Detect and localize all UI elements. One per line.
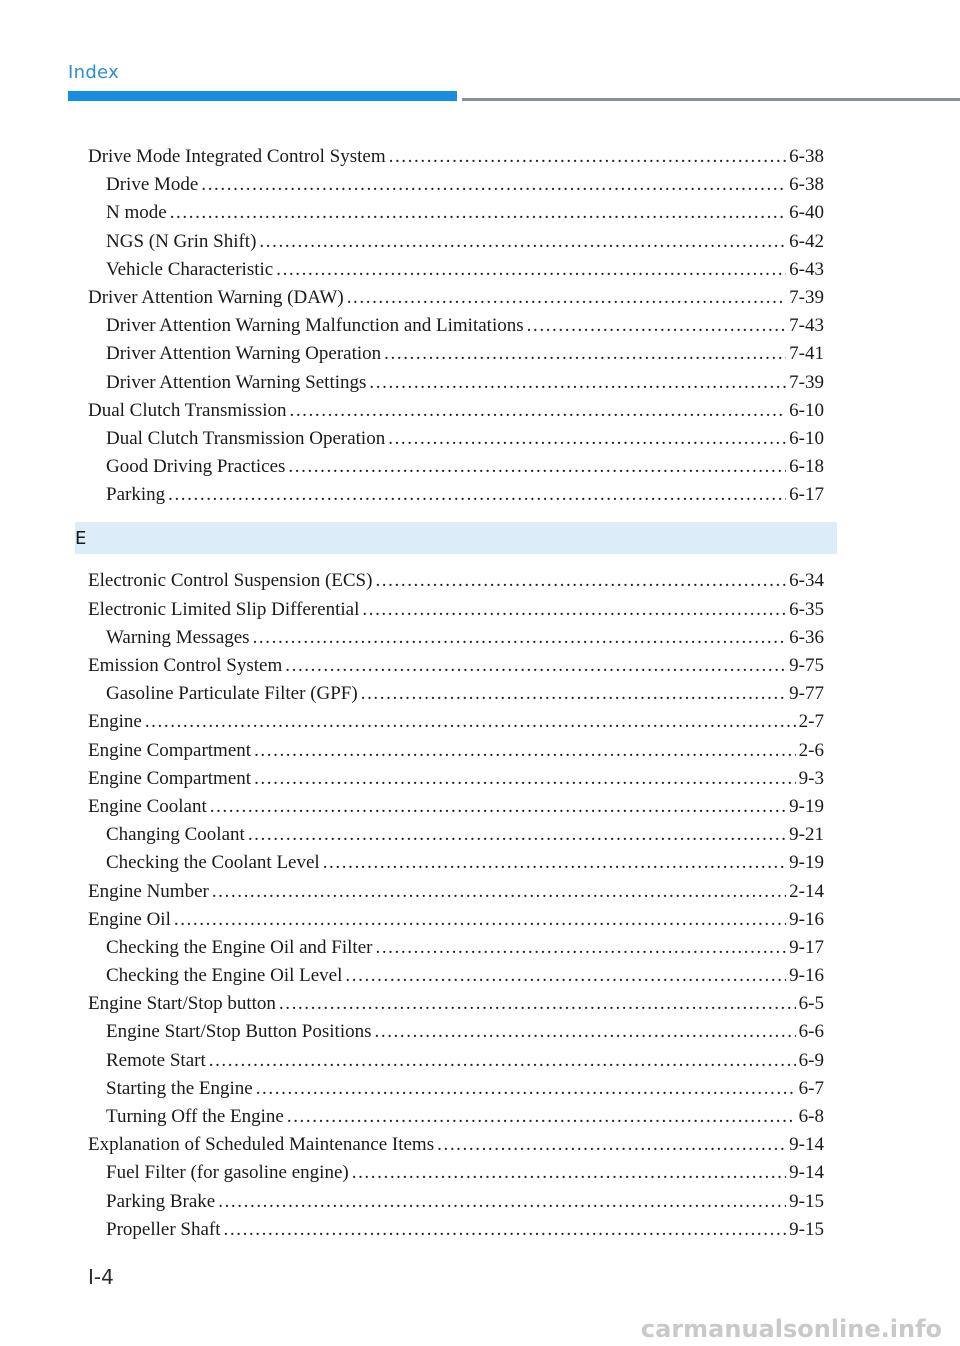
dot-leader	[345, 962, 786, 990]
dot-leader	[224, 1216, 787, 1244]
dot-leader	[352, 1159, 786, 1187]
entry-page-ref: 9-15	[789, 1190, 824, 1212]
entry-label: NGS (N Grin Shift)	[106, 230, 257, 252]
entry-page-ref: 2-7	[798, 711, 824, 733]
index-subentry[interactable]	[88, 340, 824, 368]
dot-leader	[201, 171, 786, 199]
entry-page-ref: 9-19	[789, 795, 824, 817]
entry-page-ref: 9-3	[798, 767, 824, 789]
index-subentry[interactable]	[88, 312, 824, 340]
entry-label: Dual Clutch Transmission	[88, 399, 287, 421]
dot-leader	[375, 1018, 796, 1046]
watermark: carmanualsonline.info	[640, 1315, 942, 1343]
entry-page-ref: 6-17	[789, 484, 824, 506]
entry-label: Engine Compartment	[88, 767, 252, 789]
index-subentry[interactable]	[88, 821, 824, 849]
index-subentry[interactable]	[88, 481, 824, 509]
entry-label: Explanation of Scheduled Maintenance Items	[88, 1134, 435, 1156]
index-entry[interactable]	[88, 765, 824, 793]
entry-page-ref: 9-19	[789, 852, 824, 874]
dot-leader	[254, 737, 796, 765]
entry-label: Checking the Engine Oil and Filter	[106, 936, 373, 958]
dot-leader	[375, 567, 786, 595]
page-header-title: Index	[68, 62, 120, 83]
entry-label: Dual Clutch Transmission Operation	[106, 427, 386, 449]
entry-page-ref: 6-35	[789, 598, 824, 620]
dot-leader	[389, 143, 787, 171]
dot-leader	[209, 1047, 796, 1075]
index-subentry[interactable]	[88, 453, 824, 481]
index-subentry[interactable]	[88, 1047, 824, 1075]
entry-page-ref: 9-16	[789, 965, 824, 987]
index-subentry[interactable]	[88, 256, 824, 284]
dot-leader	[253, 624, 787, 652]
section-letter: E	[75, 527, 87, 549]
entry-page-ref: 6-5	[798, 993, 824, 1015]
dot-leader	[254, 765, 796, 793]
entry-label: Checking the Coolant Level	[106, 852, 320, 874]
dot-leader	[174, 906, 786, 934]
entry-page-ref: 6-7	[798, 1077, 824, 1099]
dot-leader	[369, 369, 786, 397]
entry-label: N mode	[106, 202, 167, 224]
entry-label: Drive Mode Integrated Control System	[88, 146, 386, 167]
dot-leader	[285, 652, 786, 680]
dot-leader	[437, 1131, 786, 1159]
index-subentry[interactable]	[88, 1075, 824, 1103]
index-subentry[interactable]	[88, 962, 824, 990]
entry-page-ref: 6-10	[789, 399, 824, 421]
index-entry[interactable]	[88, 878, 824, 906]
entry-label: Engine Start/Stop button	[88, 993, 276, 1015]
entry-label: Emission Control System	[88, 655, 283, 676]
index-subentry[interactable]	[88, 369, 824, 397]
index-entry[interactable]	[88, 284, 824, 312]
dot-leader	[218, 1188, 786, 1216]
index-entry[interactable]	[88, 906, 824, 934]
dot-leader	[279, 990, 796, 1018]
index-entry[interactable]	[88, 567, 824, 595]
dot-leader	[288, 453, 786, 481]
dot-leader	[145, 708, 796, 736]
index-subentry[interactable]	[88, 1103, 824, 1131]
section-header-e	[75, 522, 837, 554]
entry-page-ref: 9-17	[789, 936, 824, 958]
dot-leader	[362, 596, 786, 624]
entry-label: Parking	[106, 484, 166, 506]
dot-leader	[259, 228, 786, 256]
index-entry[interactable]	[88, 397, 824, 425]
entry-label: Electronic Limited Slip Differential	[88, 598, 360, 620]
entry-label: Driver Attention Warning Malfunction and Limitations	[106, 315, 524, 337]
entry-page-ref: 6-38	[789, 146, 824, 167]
entry-label: Vehicle Characteristic	[106, 258, 274, 280]
entry-label: Engine	[88, 711, 142, 733]
entry-label: Turning Off the Engine	[106, 1106, 284, 1127]
entry-page-ref: 9-15	[789, 1218, 824, 1240]
entry-page-ref: 7-39	[789, 286, 824, 308]
entry-label: Propeller Shaft	[106, 1218, 221, 1240]
dot-leader	[289, 397, 786, 425]
index-subentry[interactable]	[88, 680, 824, 708]
entry-page-ref: 6-18	[789, 456, 824, 478]
index-entry[interactable]	[88, 1131, 824, 1159]
entry-page-ref: 6-10	[789, 427, 824, 449]
index-subentry[interactable]	[88, 1188, 824, 1216]
entry-page-ref: 9-16	[789, 908, 824, 930]
index-subentry[interactable]	[88, 199, 824, 227]
entry-page-ref: 7-41	[789, 343, 824, 365]
header-gray-rule	[462, 98, 960, 101]
header-accent-rule	[68, 91, 457, 101]
entry-label: Engine Coolant	[88, 795, 207, 817]
index-subentry[interactable]	[88, 1159, 824, 1187]
dot-leader	[527, 312, 787, 340]
dot-leader	[170, 199, 786, 227]
entry-page-ref: 6-6	[798, 1021, 824, 1043]
index-entry[interactable]	[88, 596, 824, 624]
dot-leader	[256, 1075, 796, 1103]
entry-label: Gasoline Particulate Filter (GPF)	[106, 683, 358, 705]
entry-label: Checking the Engine Oil Level	[106, 965, 343, 987]
entry-page-ref: 7-39	[789, 371, 824, 393]
entry-page-ref: 2-14	[789, 880, 824, 902]
entry-label: Changing Coolant	[106, 824, 245, 846]
index-subentry[interactable]	[88, 624, 824, 652]
index-subentry[interactable]	[88, 849, 824, 877]
entry-label: Engine Compartment	[88, 739, 252, 761]
index-subentry[interactable]	[88, 425, 824, 453]
entry-label: Warning Messages	[106, 626, 250, 648]
dot-leader	[287, 1103, 796, 1131]
dot-leader	[210, 793, 786, 821]
index-subentry[interactable]	[88, 1018, 824, 1046]
entry-page-ref: 6-34	[789, 570, 824, 592]
entry-label: Drive Mode	[106, 174, 199, 196]
entry-label: Fuel Filter (for gasoline engine)	[106, 1162, 349, 1184]
index-subentry[interactable]	[88, 934, 824, 962]
entry-page-ref: 6-8	[798, 1106, 824, 1127]
entry-page-ref: 9-77	[789, 683, 824, 705]
dot-leader	[276, 256, 786, 284]
entry-page-ref: 7-43	[789, 315, 824, 337]
dot-leader	[323, 849, 786, 877]
entry-page-ref: 6-42	[789, 230, 824, 252]
dot-leader	[384, 340, 786, 368]
entry-page-ref: 9-75	[789, 655, 824, 676]
index-entry[interactable]	[88, 143, 824, 171]
entry-page-ref: 6-40	[789, 202, 824, 224]
entry-label: Starting the Engine	[106, 1077, 253, 1099]
entry-page-ref: 6-43	[789, 258, 824, 280]
entry-label: Engine Start/Stop Button Positions	[106, 1021, 372, 1043]
entry-page-ref: 6-36	[789, 626, 824, 648]
entry-label: Parking Brake	[106, 1190, 216, 1212]
page-number: I-4	[88, 1265, 114, 1289]
index-entry[interactable]	[88, 990, 824, 1018]
entry-page-ref: 6-9	[798, 1049, 824, 1071]
dot-leader	[375, 934, 786, 962]
dot-leader	[361, 680, 786, 708]
dot-leader	[388, 425, 786, 453]
index-entry[interactable]	[88, 708, 824, 736]
entry-page-ref: 6-38	[789, 174, 824, 196]
index-entry[interactable]	[88, 793, 824, 821]
dot-leader	[248, 821, 786, 849]
entry-label: Engine Number	[88, 880, 209, 902]
index-subentry[interactable]	[88, 171, 824, 199]
index-subentry[interactable]	[88, 228, 824, 256]
entry-page-ref: 2-6	[798, 739, 824, 761]
entry-label: Driver Attention Warning Operation	[106, 343, 382, 365]
entry-label: Driver Attention Warning Settings	[106, 371, 367, 393]
entry-label: Good Driving Practices	[106, 456, 286, 478]
index-entry[interactable]	[88, 737, 824, 765]
entry-page-ref: 9-21	[789, 824, 824, 846]
entry-page-ref: 9-14	[789, 1134, 824, 1156]
dot-leader	[347, 284, 786, 312]
entry-label: Engine Oil	[88, 908, 171, 930]
dot-leader	[212, 878, 786, 906]
dot-leader	[168, 481, 786, 509]
entry-page-ref: 9-14	[789, 1162, 824, 1184]
entry-label: Driver Attention Warning (DAW)	[88, 286, 344, 308]
index-entry[interactable]	[88, 652, 824, 680]
index-subentry[interactable]	[88, 1216, 824, 1244]
index-list	[75, 143, 824, 1244]
entry-label: Remote Start	[106, 1049, 206, 1071]
entry-label: Electronic Control Suspension (ECS)	[88, 570, 373, 592]
